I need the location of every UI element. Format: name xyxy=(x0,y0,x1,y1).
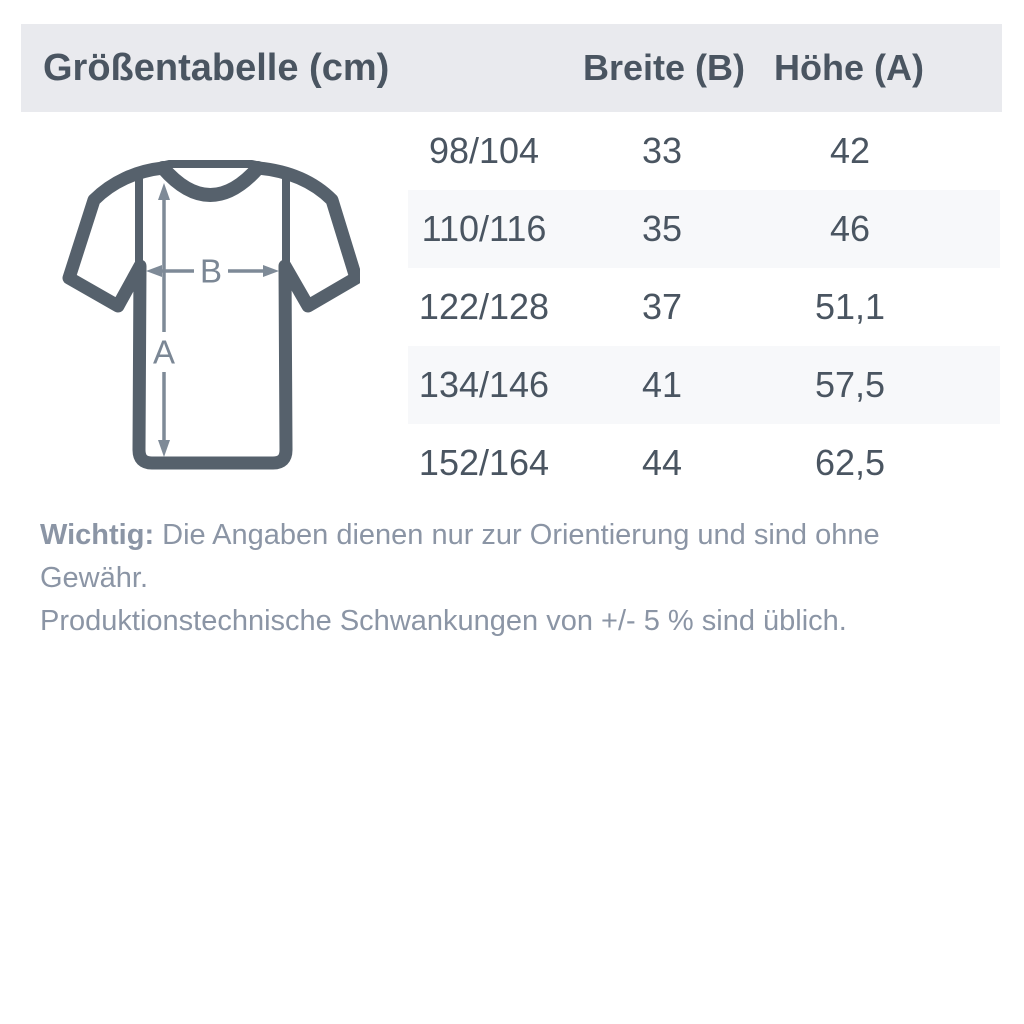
size-value: 134/146 xyxy=(418,364,550,405)
disclaimer-note xyxy=(40,514,990,643)
hoehe-value: 51,1 xyxy=(814,286,886,327)
breite-value: 44 xyxy=(641,442,683,483)
disclaimer-label: Wichtig: xyxy=(40,519,155,551)
size-value: 110/116 xyxy=(421,208,547,249)
size-table xyxy=(408,112,1000,502)
height-arrow-label: A xyxy=(152,333,176,371)
breite-value: 41 xyxy=(641,364,683,405)
page-title: Größentabelle (cm) xyxy=(43,47,390,89)
hoehe-value: 46 xyxy=(829,208,871,249)
hoehe-value: 62,5 xyxy=(814,442,886,483)
tshirt-outline-shape xyxy=(69,163,356,463)
column-header-hoehe: Höhe (A) xyxy=(774,47,924,88)
width-arrow-label: B xyxy=(199,252,223,290)
table-row xyxy=(408,424,1000,502)
column-header-breite: Breite (B) xyxy=(582,47,746,88)
table-row xyxy=(408,346,1000,424)
breite-value: 35 xyxy=(641,208,683,249)
disclaimer-text-1: Die Angaben dienen nur zur Orientierung und sind ohne Gewähr. xyxy=(40,519,880,594)
tshirt-diagram xyxy=(56,160,360,476)
hoehe-value: 57,5 xyxy=(814,364,886,405)
hoehe-value: 42 xyxy=(829,130,871,171)
breite-value: 37 xyxy=(641,286,683,327)
table-header-bar xyxy=(21,24,1002,112)
disclaimer-line-2: Produktionstechnische Schwankungen von +/- 5 % sind üblich. xyxy=(40,605,847,637)
table-row xyxy=(408,190,1000,268)
breite-value: 33 xyxy=(641,130,683,171)
table-row xyxy=(408,112,1000,190)
disclaimer-line-1 xyxy=(40,514,990,600)
size-value: 152/164 xyxy=(418,442,550,483)
size-value: 122/128 xyxy=(418,286,550,327)
size-value: 98/104 xyxy=(428,130,540,171)
table-row xyxy=(408,268,1000,346)
